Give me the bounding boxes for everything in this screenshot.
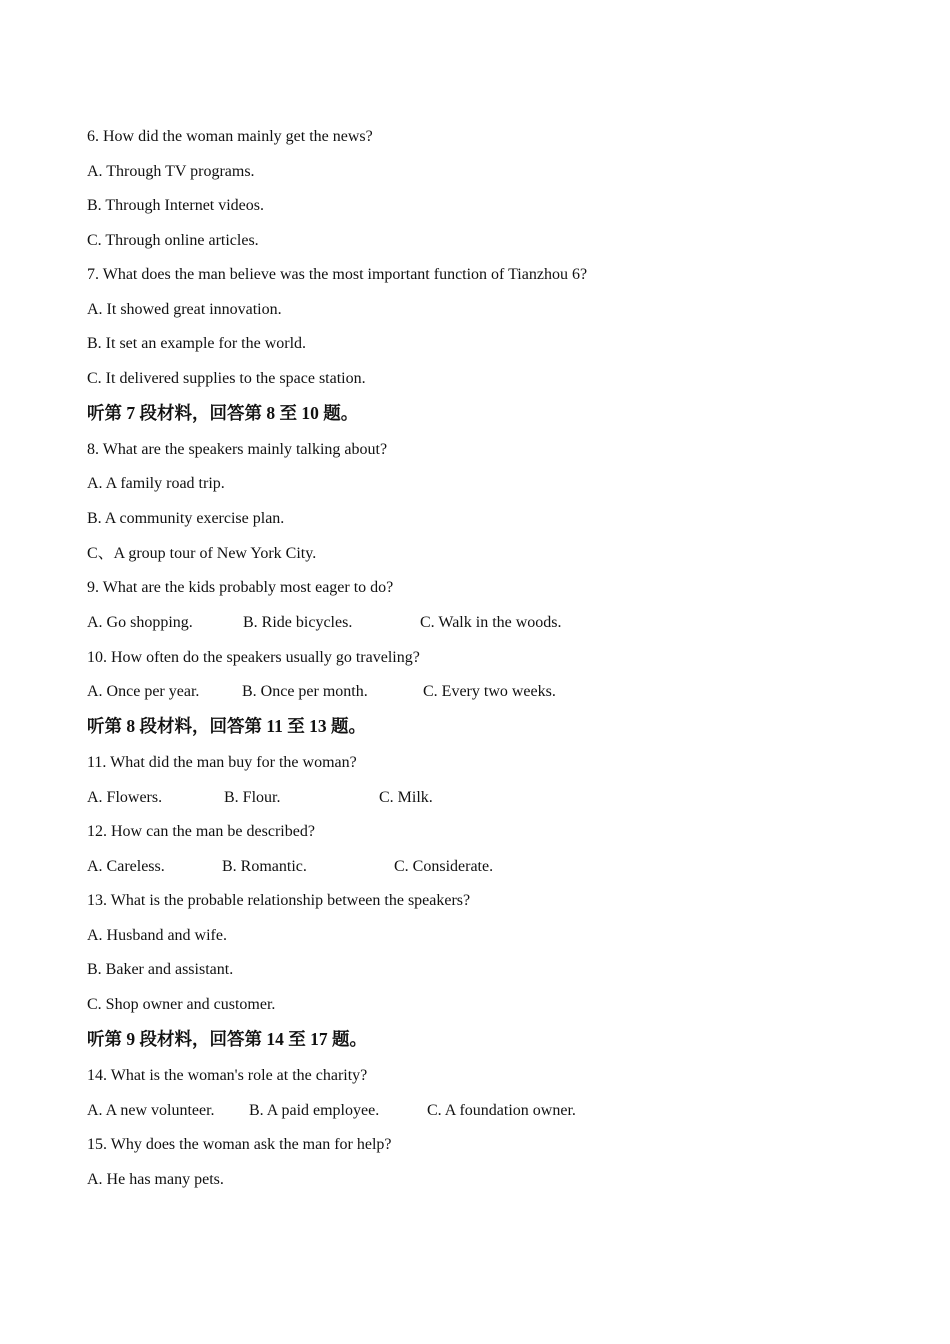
option-12c: C. Considerate.: [394, 858, 494, 875]
option-13a: A. Husband and wife.: [87, 927, 227, 944]
option-13c: C. Shop owner and customer.: [87, 996, 276, 1013]
option-14c: C. A foundation owner.: [427, 1102, 576, 1119]
section-heading-9: 听第 9 段材料，回答第 14 至 17 题。: [87, 1029, 367, 1049]
option-6a: A. Through TV programs.: [87, 163, 255, 180]
option-12b: B. Romantic.: [222, 858, 307, 875]
option-8b: B. A community exercise plan.: [87, 510, 285, 527]
option-6c: C. Through online articles.: [87, 232, 259, 249]
option-6b: B. Through Internet videos.: [87, 197, 265, 214]
question-12: 12. How can the man be described?: [87, 823, 315, 840]
question-14: 14. What is the woman's role at the charity?: [87, 1067, 368, 1084]
option-9c: C. Walk in the woods.: [420, 614, 562, 631]
option-14b: B. A paid employee.: [249, 1102, 380, 1119]
option-7c: C. It delivered supplies to the space station.: [87, 370, 366, 387]
question-15: 15. Why does the woman ask the man for help?: [87, 1136, 392, 1153]
question-8: 8. What are the speakers mainly talking about?: [87, 441, 388, 458]
option-14a: A. A new volunteer.: [87, 1102, 215, 1119]
question-7: 7. What does the man believe was the most important function of Tianzhou 6?: [87, 266, 588, 283]
option-9a: A. Go shopping.: [87, 614, 193, 631]
question-10: 10. How often do the speakers usually go traveling?: [87, 649, 420, 666]
option-10b: B. Once per month.: [242, 683, 368, 700]
option-13b: B. Baker and assistant.: [87, 961, 234, 978]
option-9b: B. Ride bicycles.: [243, 614, 353, 631]
section-heading-7: 听第 7 段材料，回答第 8 至 10 题。: [87, 403, 359, 423]
option-8c: C、A group tour of New York City.: [87, 545, 317, 562]
question-11: 11. What did the man buy for the woman?: [87, 754, 357, 771]
option-7a: A. It showed great innovation.: [87, 301, 282, 318]
option-12a: A. Careless.: [87, 858, 165, 875]
option-7b: B. It set an example for the world.: [87, 335, 307, 352]
question-6: 6. How did the woman mainly get the news?: [87, 128, 373, 145]
question-9: 9. What are the kids probably most eager to do?: [87, 579, 394, 596]
option-11c: C. Milk.: [379, 789, 433, 806]
option-8a: A. A family road trip.: [87, 475, 225, 492]
option-11b: B. Flour.: [224, 789, 281, 806]
option-10a: A. Once per year.: [87, 683, 200, 700]
option-10c: C. Every two weeks.: [423, 683, 556, 700]
option-11a: A. Flowers.: [87, 789, 163, 806]
option-15a: A. He has many pets.: [87, 1171, 224, 1188]
section-heading-8: 听第 8 段材料，回答第 11 至 13 题。: [87, 716, 367, 736]
question-13: 13. What is the probable relationship between the speakers?: [87, 892, 471, 909]
